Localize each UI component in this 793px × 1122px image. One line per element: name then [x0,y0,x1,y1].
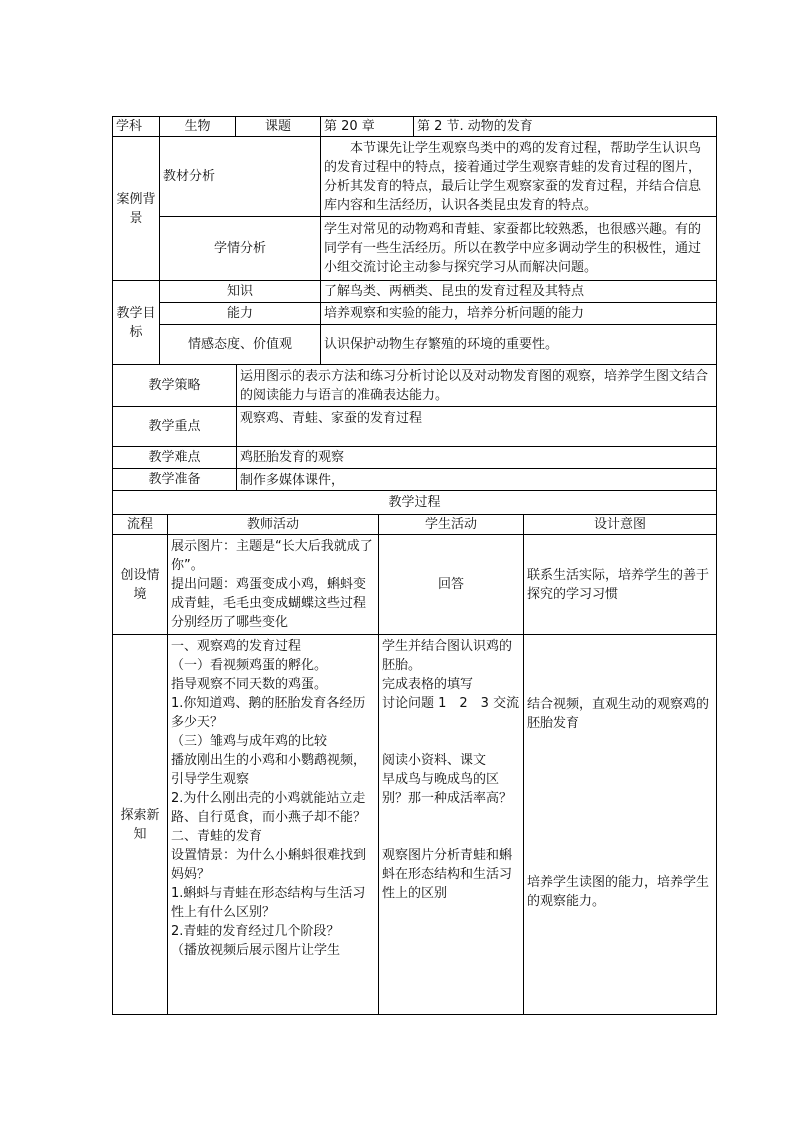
student-analysis-label: 学情分析 [160,217,321,281]
intent-line: 结合视频，直观生动的观察鸡的胚胎发育 [527,697,710,731]
strategy-label: 教学策略 [113,365,237,407]
goals-label: 教学目标 [113,281,160,365]
section-value: 第 2 节. 动物的发育 [414,117,717,137]
chapter-value: 第 20 章 [321,117,414,137]
student-line: 学生并结合图认识鸡的胚胎。 [382,639,513,673]
table-row [113,635,717,1015]
teacher-line: 展示图片：主题是“长大后我就成了你”。 [171,539,373,573]
ability-text: 培养观察和实验的能力，培养分析问题的能力 [321,303,717,325]
teacher-line: 设置情景：为什么小蝌蚪很难找到妈妈？ [171,848,367,882]
info-table [112,116,717,365]
teacher-line: （三）雏鸡与成年鸡的比较 [171,734,328,749]
knowledge-text: 了解鸟类、两栖类、昆虫的发育过程及其特点 [321,281,717,303]
student-line: 观察图片分析青蛙和蝌蚪在形态结构和生活习性上的区别 [382,848,513,901]
subject-value: 生物 [160,117,236,137]
student-cell: 回答 [379,535,524,635]
intent-cell: 联系生活实际，培养学生的善于探究的学习习惯 [524,535,717,635]
difficulty-text: 鸡胚胎发育的观察 [237,447,717,469]
teacher-line: （一）看视频鸡蛋的孵化。 [171,658,328,673]
teacher-cell [168,535,379,635]
knowledge-label: 知识 [160,281,321,303]
header-teacher: 教师活动 [168,515,379,535]
teacher-line: 播放刚出生的小鸡和小鹦鹉视频，引导学生观察 [171,753,367,787]
student-line: 阅读小资料、课文 [382,753,487,768]
topic-label: 课题 [236,117,321,137]
preparation-text: 制作多媒体课件， [237,469,717,491]
header-intent: 设计意图 [524,515,717,535]
header-student: 学生活动 [379,515,524,535]
student-line: 早成鸟与晚成鸟的区别？那一种成活率高？ [382,772,513,806]
material-analysis-label: 教材分析 [160,137,321,217]
header-stage: 流程 [113,515,168,535]
student-cell [379,635,524,1015]
strategy-text: 运用图示的表示方法和练习分析讨论以及对动物发育图的观察，培养学生图文结合的阅读能力与语言的准确表达能力。 [237,365,717,407]
attitude-text: 认识保护动物生存繁殖的环境的重要性。 [321,325,717,365]
table-row [113,535,717,635]
lesson-plan-page [112,116,716,1015]
teacher-line: 1.蝌蚪与青蛙在形态结构与生活习性上有什么区别？ [171,886,366,920]
process-table [112,514,717,1015]
strategy-table [112,364,717,515]
subject-label: 学科 [113,117,160,137]
process-title: 教学过程 [113,491,717,515]
student-line: 讨论问题 1 2 3 交流 [382,696,520,711]
teacher-line: 指导观察不同天数的鸡蛋。 [171,677,328,692]
student-line: 完成表格的填写 [382,677,474,692]
ability-label: 能力 [160,303,321,325]
teacher-cell [168,635,379,1015]
attitude-label: 情感态度、价值观 [160,325,321,365]
teacher-line: 2.青蛙的发育经过几个阶段？ [171,924,340,939]
difficulty-label: 教学难点 [113,447,237,469]
student-analysis-text: 学生对常见的动物鸡和青蛙、家蚕都比较熟悉，也很感兴趣。有的同学有一些生活经历。所以在教学中应多调动学生的积极性，通过小组交流讨论主动参与探究学习从而解决问题。 [321,217,717,281]
teacher-line: 二、青蛙的发育 [171,829,263,844]
intent-cell [524,635,717,1015]
key-point-label: 教学重点 [113,407,237,447]
teacher-line: 1.你知道鸡、鹅的胚胎发育各经历多少天？ [171,696,366,730]
teacher-line: 一、观察鸡的发育过程 [171,639,302,654]
teacher-line: 提出问题：鸡蛋变成小鸡，蝌蚪变成青蛙，毛毛虫变成蝴蝶这些过程分别经历了哪些变化 [171,577,367,630]
teacher-line: 2.为什么刚出壳的小鸡就能站立走路、自行觅食，而小燕子却不能？ [171,791,367,825]
stage-cell: 探索新知 [113,635,168,1015]
case-background-label: 案例背景 [113,137,160,281]
material-analysis-text: 本节课先让学生观察鸟类中的鸡的发育过程，帮助学生认识鸟的发育过程中的特点，接着通过学生观察青蛙的发育过程的图片，分析其发育的特点，最后让学生观察家蚕的发育过程，并结合信息库内容和生活经历，认识各类昆虫发育的特点。 [321,137,717,217]
preparation-label: 教学准备 [113,469,237,491]
intent-line: 培养学生读图的能力，培养学生的观察能力。 [527,875,710,909]
key-point-text: 观察鸡、青蛙、家蚕的发育过程 [237,407,717,447]
teacher-line: （播放视频后展示图片让学生 [171,943,341,958]
stage-cell: 创设情境 [113,535,168,635]
